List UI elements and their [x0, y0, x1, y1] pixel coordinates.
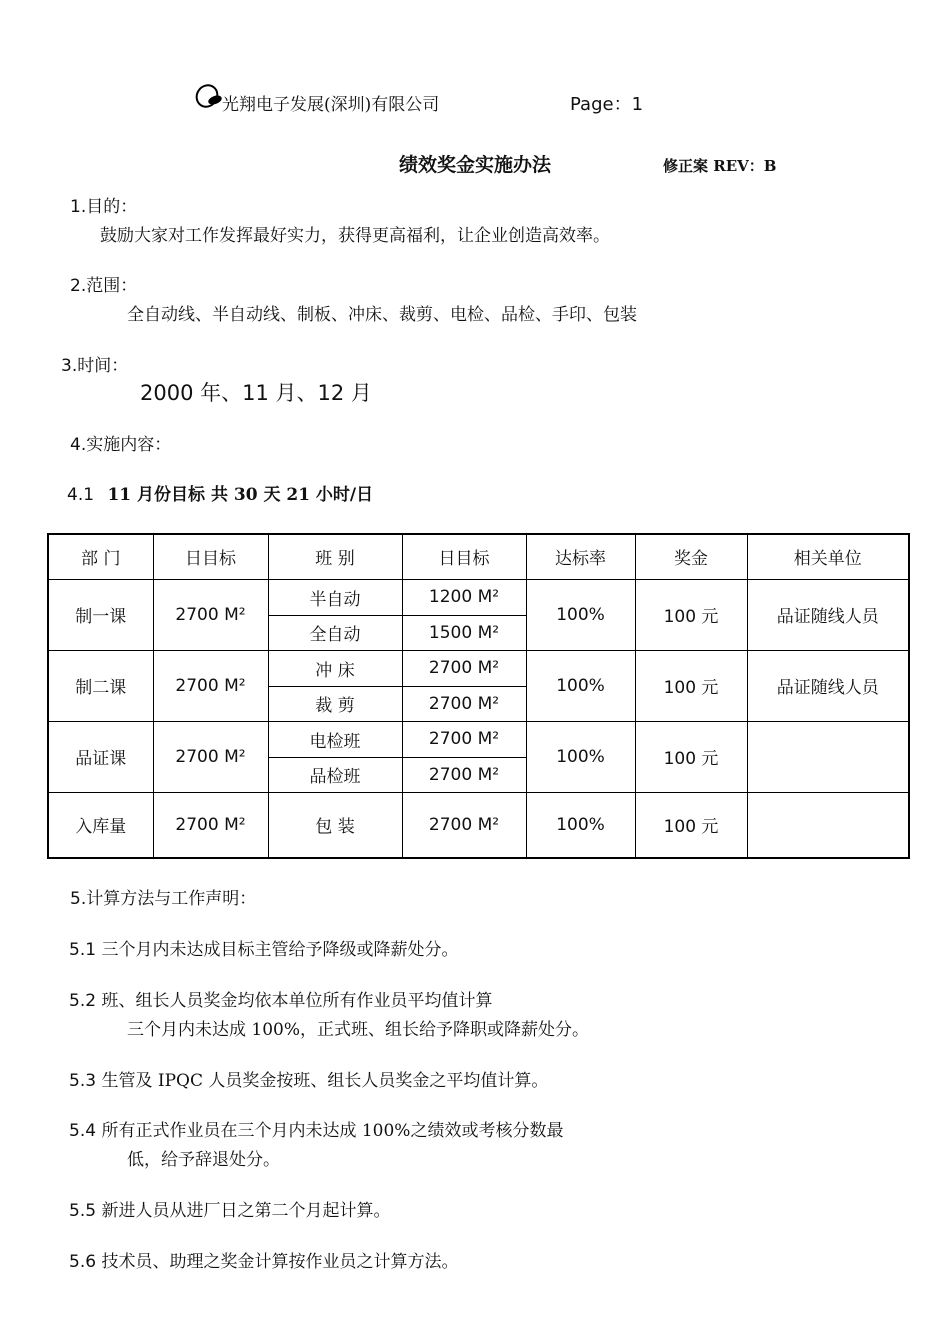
bonus-cell: 100 元 — [635, 792, 747, 858]
section-3-heading: 3.时间： — [61, 356, 129, 376]
related-unit-cell: 品证随线人员 — [747, 579, 909, 650]
bonus-cell: 100 元 — [635, 721, 747, 792]
section-5-1: 5.1 三个月内未达成目标主管给予降级或降薪处分。 — [69, 940, 459, 960]
shift-cell: 全自动 — [268, 615, 402, 650]
section-5-4: 5.4 所有正式作业员在三个月内未达成 100%之绩效或考核分数最 — [69, 1121, 564, 1141]
header-department: 部 门 — [48, 534, 153, 579]
table-header-row — [48, 534, 909, 579]
section-4-heading: 4.实施内容： — [70, 435, 172, 455]
rate-cell: 100% — [526, 579, 635, 650]
shift-target-cell: 2700 M² — [402, 792, 526, 858]
rate-cell: 100% — [526, 721, 635, 792]
section-5-heading: 5.计算方法与工作声明： — [70, 889, 257, 909]
section-4-1-number: 4.1 — [67, 485, 95, 505]
shift-cell: 冲 床 — [268, 650, 402, 686]
section-3-text: 2000 年、11 月、12 月 — [140, 381, 372, 405]
section-2-text: 全自动线、半自动线、制板、冲床、裁剪、电检、品检、手印、包装 — [127, 305, 637, 325]
section-5-6: 5.6 技术员、助理之奖金计算按作业员之计算方法。 — [69, 1252, 459, 1272]
bonus-cell: 100 元 — [635, 650, 747, 721]
shift-target-cell: 2700 M² — [402, 650, 526, 686]
shift-target-cell: 2700 M² — [402, 757, 526, 792]
section-1-heading: 1.目的： — [70, 197, 138, 217]
related-unit-cell — [747, 721, 909, 792]
section-5-4-line-2: 低，给予辞退处分。 — [127, 1150, 280, 1170]
dept-target-cell: 2700 M² — [153, 721, 268, 792]
section-5-3: 5.3 生管及 IPQC 人员奖金按班、组长人员奖金之平均值计算。 — [69, 1071, 549, 1091]
dept-cell: 制二课 — [48, 650, 153, 721]
section-5-2: 5.2 班、组长人员奖金均依本单位所有作业员平均值计算 — [69, 991, 493, 1011]
shift-cell: 包 装 — [268, 792, 402, 858]
related-unit-cell — [747, 792, 909, 858]
revision-label: 修正案 REV：B — [663, 157, 777, 175]
header-shift: 班 别 — [268, 534, 402, 579]
shift-target-cell: 1500 M² — [402, 615, 526, 650]
document-title: 绩效奖金实施办法 — [399, 154, 552, 176]
section-1-text: 鼓励大家对工作发挥最好实力，获得更高福利，让企业创造高效率。 — [100, 226, 610, 246]
shift-cell: 电检班 — [268, 721, 402, 757]
shift-target-cell: 2700 M² — [402, 721, 526, 757]
table-row — [48, 792, 909, 858]
shift-cell: 品检班 — [268, 757, 402, 792]
related-unit-cell: 品证随线人员 — [747, 650, 909, 721]
page-number: Page：1 — [570, 94, 644, 115]
shift-target-cell: 1200 M² — [402, 579, 526, 615]
section-5-5: 5.5 新进人员从进厂日之第二个月起计算。 — [69, 1201, 391, 1221]
table-row — [48, 650, 909, 686]
section-5-2-line-2: 三个月内未达成 100%，正式班、组长给予降职或降薪处分。 — [127, 1020, 590, 1040]
dept-cell: 入库量 — [48, 792, 153, 858]
header-achievement-rate: 达标率 — [526, 534, 635, 579]
rate-cell: 100% — [526, 792, 635, 858]
header-shift-daily-target: 日目标 — [402, 534, 526, 579]
company-logo-icon — [194, 82, 224, 110]
dept-cell: 制一课 — [48, 579, 153, 650]
header-related-unit: 相关单位 — [747, 534, 909, 579]
section-4-1 — [67, 480, 373, 505]
company-name: 光翔电子发展(深圳)有限公司 — [222, 95, 440, 115]
dept-target-cell: 2700 M² — [153, 579, 268, 650]
table-row — [48, 721, 909, 757]
shift-target-cell: 2700 M² — [402, 686, 526, 721]
section-4-1-text: 11 月份目标 共 30 天 21 小时/日 — [107, 485, 374, 505]
bonus-cell: 100 元 — [635, 579, 747, 650]
dept-target-cell: 2700 M² — [153, 792, 268, 858]
shift-cell: 裁 剪 — [268, 686, 402, 721]
target-table — [47, 533, 910, 859]
table-row — [48, 579, 909, 615]
header-bonus: 奖金 — [635, 534, 747, 579]
header-daily-target: 日目标 — [153, 534, 268, 579]
dept-target-cell: 2700 M² — [153, 650, 268, 721]
section-2-heading: 2.范围： — [70, 276, 138, 296]
shift-cell: 半自动 — [268, 579, 402, 615]
dept-cell: 品证课 — [48, 721, 153, 792]
rate-cell: 100% — [526, 650, 635, 721]
